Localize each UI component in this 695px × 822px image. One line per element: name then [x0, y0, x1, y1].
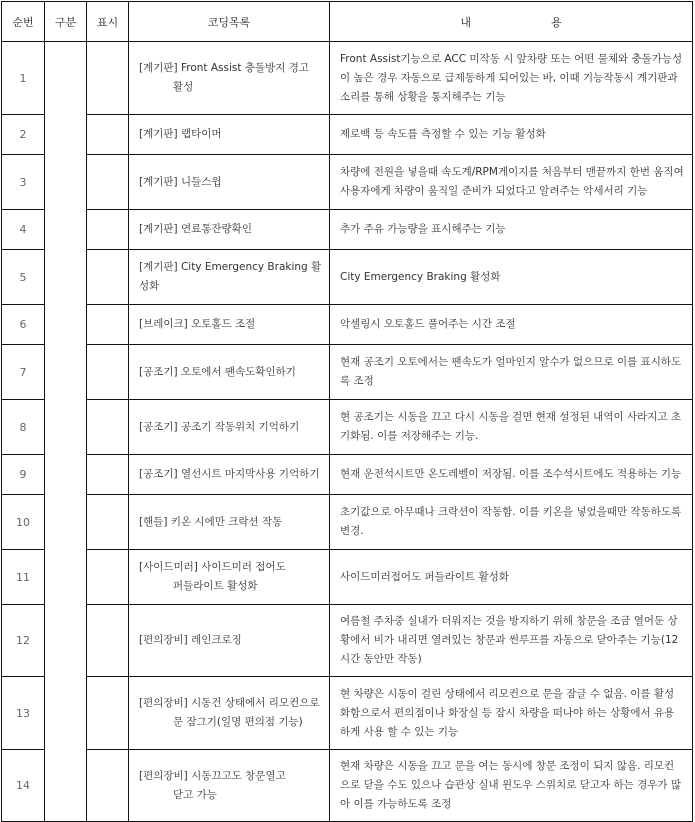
row-number: 4	[2, 210, 45, 250]
header-coding-item: 코딩목록	[129, 2, 330, 42]
mark-cell	[87, 115, 129, 155]
row-number: 2	[2, 115, 45, 155]
coding-item	[129, 677, 330, 750]
coding-item-text-cont: 퍼들라이트 활성화	[173, 580, 258, 592]
coding-item-text: [편의장비] 시동건 상태에서 리모컨으로	[139, 697, 320, 709]
description: 현 공조기는 시동을 끄고 다시 시동을 걸면 현재 설정된 내역이 사라지고 초기화됨. 이를 저장해주는 기능.	[330, 400, 693, 455]
table-row	[2, 455, 693, 495]
mark-cell	[87, 250, 129, 305]
coding-item	[129, 550, 330, 605]
description: 사이드미러접어도 퍼들라이트 활성화	[330, 550, 693, 605]
row-number: 7	[2, 345, 45, 400]
header-no: 순번	[2, 2, 45, 42]
table-row	[2, 605, 693, 677]
row-number: 13	[2, 677, 45, 750]
header-mark: 표시	[87, 2, 129, 42]
coding-item-text: [계기판] Front Assist 충돌방지 경고	[139, 62, 310, 74]
description: Front Assist기능으로 ACC 미작동 시 앞차량 또는 어떤 물체와 충돌가능성이 높은 경우 자동으로 급제동하게 되어있는 바, 이때 기능작동시 계기판과 소리를 통해 상황을 통지해주는 기능	[330, 42, 693, 115]
header-row	[2, 2, 693, 42]
table-row	[2, 155, 693, 210]
mark-cell	[87, 42, 129, 115]
coding-item	[129, 42, 330, 115]
mark-cell	[87, 550, 129, 605]
table-row	[2, 250, 693, 305]
coding-item: [편의장비] 레인크로징	[129, 605, 330, 677]
description: 여름철 주차중 실내가 더워지는 것을 방지하기 위해 창문을 조금 열어둔 상황에서 비가 내리면 열려있는 창문과 썬루프를 자동으로 닫아주는 기능(12시간 동안만 작동)	[330, 605, 693, 677]
coding-item-text: [편의장비] 시동끄고도 창문열고	[139, 769, 286, 782]
mark-cell	[87, 455, 129, 495]
coding-item: [계기판] City Emergency Braking 활성화	[129, 250, 330, 305]
coding-item: [공조기] 오토에서 팬속도확인하기	[129, 345, 330, 400]
mark-cell	[87, 305, 129, 345]
description: 차량에 전원을 넣을때 속도계/RPM게이지를 처음부터 맨끝까지 한번 움직여 사용자에게 차량이 움직일 준비가 되었다고 알려주는 악세서리 기능	[330, 155, 693, 210]
coding-item: [핸들] 키온 시에만 크락션 작동	[129, 495, 330, 550]
coding-list-table	[1, 1, 693, 822]
mark-cell	[87, 750, 129, 822]
table-row	[2, 550, 693, 605]
description: 초기값으로 아무때나 크락션이 작동함. 이를 키온을 넣었을때만 작동하도록 변경.	[330, 495, 693, 550]
mark-cell	[87, 495, 129, 550]
category-cell	[45, 42, 87, 822]
description: City Emergency Braking 활성화	[330, 250, 693, 305]
coding-item: [공조기] 열선시트 마지막사용 기억하기	[129, 455, 330, 495]
table-row	[2, 345, 693, 400]
description: 현재 차량은 시동을 끄고 문을 여는 동시에 창문 조정이 되지 않음. 리모컨으로 닫을 수도 있으나 습관상 실내 윈도우 스위치로 닫고자 하는 경우가 많아 이를 가능하도록 조정	[330, 750, 693, 822]
coding-item: [브레이크] 오토홀드 조절	[129, 305, 330, 345]
row-number: 3	[2, 155, 45, 210]
description: 추가 주유 가능량을 표시해주는 기능	[330, 210, 693, 250]
table-row	[2, 677, 693, 750]
header-description	[330, 2, 693, 42]
coding-item-text-cont: 닫고 가능	[173, 788, 217, 801]
row-number: 10	[2, 495, 45, 550]
row-number: 5	[2, 250, 45, 305]
coding-item: [계기판] 연료통잔량확인	[129, 210, 330, 250]
table-row	[2, 400, 693, 455]
coding-item: [계기판] 니들스윕	[129, 155, 330, 210]
mark-cell	[87, 210, 129, 250]
description: 현재 운전석시트만 온도레벨이 저장됨. 이를 조수석시트에도 적용하는 기능	[330, 455, 693, 495]
coding-item: [공조기] 공조기 작동위치 기억하기	[129, 400, 330, 455]
description: 현재 공조기 오토에서는 팬속도가 얼마인지 알수가 없으므로 이를 표시하도록 조정	[330, 345, 693, 400]
mark-cell	[87, 605, 129, 677]
row-number: 11	[2, 550, 45, 605]
coding-item	[129, 750, 330, 822]
row-number: 9	[2, 455, 45, 495]
mark-cell	[87, 155, 129, 210]
table-row	[2, 210, 693, 250]
table-row	[2, 42, 693, 115]
table-row	[2, 115, 693, 155]
row-number: 8	[2, 400, 45, 455]
header-description-part1: 내	[460, 15, 471, 29]
row-number: 6	[2, 305, 45, 345]
table-row	[2, 305, 693, 345]
mark-cell	[87, 345, 129, 400]
coding-item: [계기판] 랩타이머	[129, 115, 330, 155]
coding-item-text-cont: 문 잠그기(일명 편의점 기능)	[173, 716, 303, 728]
coding-item-text-cont: 활성	[173, 81, 194, 93]
description: 악셀링시 오토홀드 풀어주는 시간 조절	[330, 305, 693, 345]
row-number: 12	[2, 605, 45, 677]
table-row	[2, 750, 693, 822]
table-row	[2, 495, 693, 550]
coding-item-text: [사이드미러] 사이드미러 접어도	[139, 561, 286, 573]
row-number: 1	[2, 42, 45, 115]
header-category: 구분	[45, 2, 87, 42]
description: 현 차량은 시동이 걸린 상태에서 리모컨으로 문을 잠글 수 없음. 이를 활성화함으로서 편의점이나 화장실 등 잠시 차량을 떠나야 하는 상황에서 유용하게 사용 할 수 있는 기능	[330, 677, 693, 750]
description: 제로백 등 속도를 측정할 수 있는 기능 활성화	[330, 115, 693, 155]
mark-cell	[87, 400, 129, 455]
row-number: 14	[2, 750, 45, 822]
header-description-part2: 용	[551, 15, 562, 29]
mark-cell	[87, 677, 129, 750]
